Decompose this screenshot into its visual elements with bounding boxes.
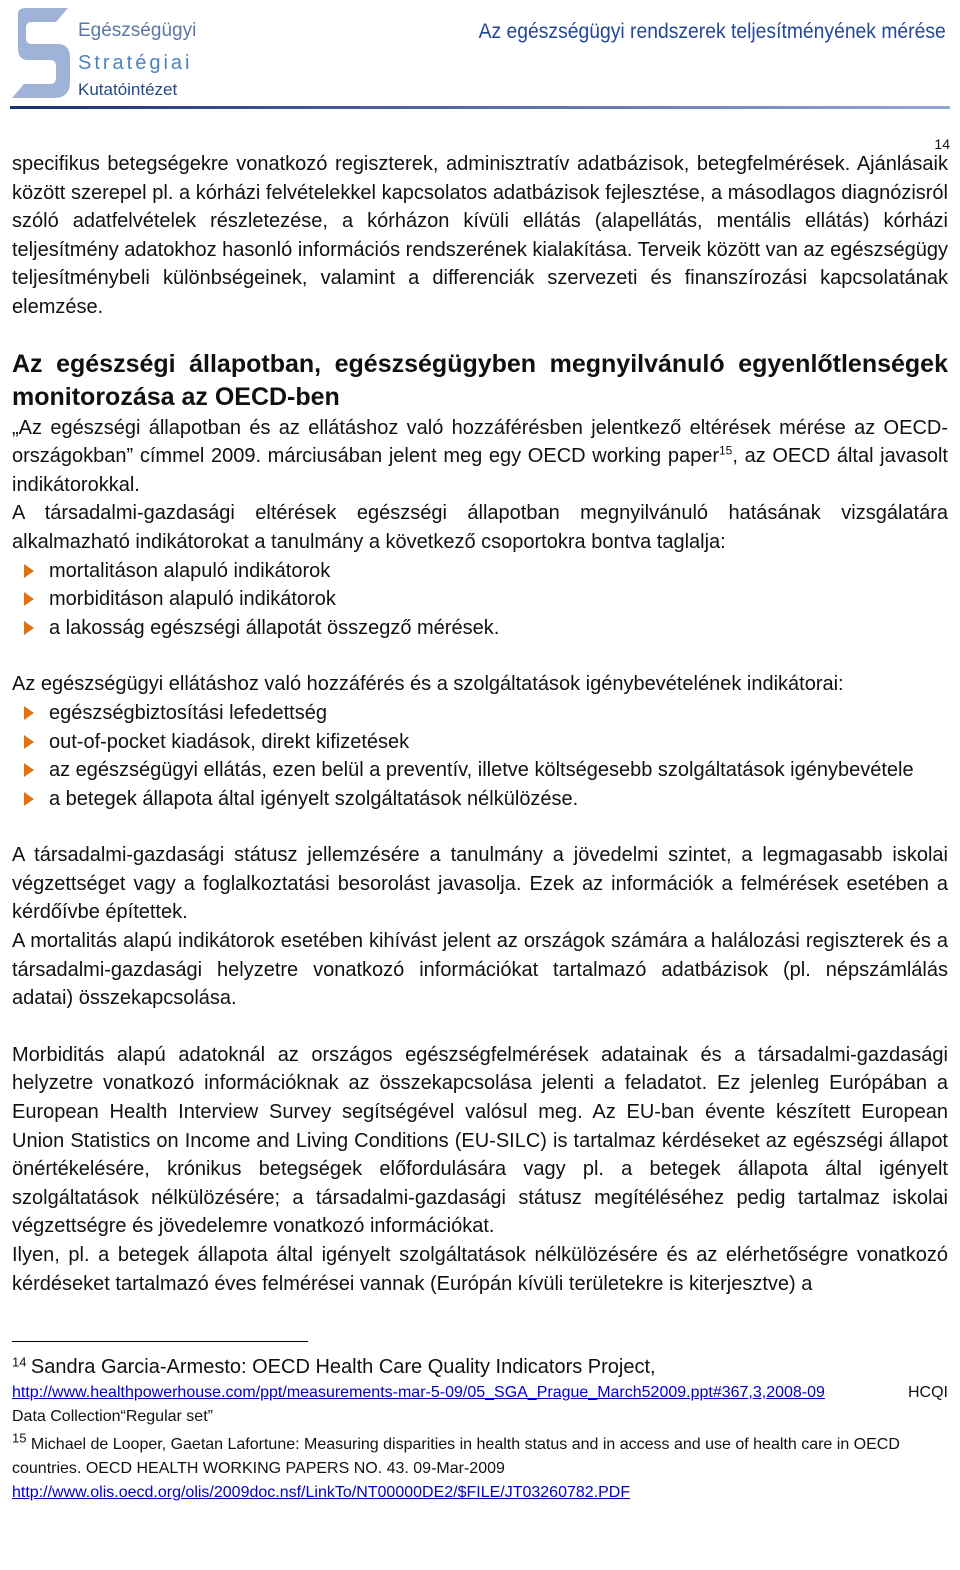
footnote-14-line-3: Data Collection“Regular set” (12, 1408, 213, 1425)
footnotes (12, 1355, 948, 1505)
bullet-triangle-icon (24, 706, 34, 720)
paragraph-7: Morbiditás alapú adatoknál az országos egészségfelmérések adatainak és a társadalmi-gazdasági helyzetre vonatkozó információknak az összekapcsolása jelenti a feladatot. Ez jelenleg Európában a European Health Interview Survey segítségével valósul meg. Az EU-ban évente készített European Union Statistics on Income and Living Conditions (EU-SILC) is tartalmaz kérdéseket az egészségi állapot önértékelésére, krónikus betegségek előfordulására vagy pl. a betegek állapota által igényelt szolgáltatások nélkülözésére; a társadalmi-gazdasági státusz megítéléséhez pedig tartalmaz iskolai végzettségre és jövedelemre vonatkozó információkat. (12, 1043, 948, 1238)
indicator-group-list (12, 557, 948, 643)
footnote-number: 14 (12, 1354, 27, 1370)
footnote-ref-15[interactable]: 15 (719, 443, 733, 458)
list-item (12, 785, 948, 814)
footnote-text: Sandra Garcia-Armesto: OECD Health Care Quality Indicators Project, (30, 1356, 656, 1378)
list-item-label: mortalitáson alapuló indikátorok (49, 559, 331, 582)
bullet-triangle-icon (24, 621, 34, 635)
main-content (12, 150, 948, 1298)
paragraph-2-text: „Az egészségi állapotban és az ellátáshoz való hozzáférésben jelentkező eltérések mérése az OECD-országokban” címmel 2009. márciusában jelent meg egy OECD working paper (12, 416, 948, 468)
footnote-15 (12, 1430, 948, 1481)
paragraph-8: Ilyen, pl. a betegek állapota által igényelt szolgáltatások nélkülözésére és az elérhetőségre vonatkozó kérdéseket tartalmazó éves felmérései vannak (Európán kívüli területekre is kiterjesztve) a (12, 1244, 948, 1295)
list-item (12, 699, 948, 728)
paragraph-2 (12, 414, 948, 500)
list-item-label: egészségbiztosítási lefedettség (49, 701, 327, 724)
logo-line-1: Egészségügyi (78, 20, 197, 41)
list-item-label: morbiditáson alapuló indikátorok (49, 588, 336, 611)
paragraph-2-tail: , az OECD által javasolt indikátorokkal. (12, 445, 948, 496)
footnote-link[interactable]: http://www.healthpowerhouse.com/ppt/measurements-mar-5-09/05_SGA_Prague_March52009.ppt#367,3,2008-09 (12, 1384, 825, 1401)
footnote-link[interactable]: http://www.olis.oecd.org/olis/2009doc.nsf/LinkTo/NT00000DE2/$FILE/JT03260782.PDF (12, 1484, 631, 1501)
list-item-label: out-of-pocket kiadások, direkt kifizetések (49, 730, 410, 753)
list-item-label: a lakosság egészségi állapotát összegző mérések. (49, 616, 500, 639)
list-item (12, 756, 948, 785)
footnote-tail: HCQI (908, 1384, 948, 1401)
paragraph-6: A mortalitás alapú indikátorok esetében kihívást jelent az országok számára a halálozási regiszterek és a társadalmi-gazdasági helyzetre vonatkozó információkat tartalmazó adatbázisok (pl. népszámlálás adatai) összekapcsolása. (12, 930, 948, 1010)
list-item (12, 585, 948, 614)
institute-logo (10, 8, 210, 100)
list-item-label: az egészségügyi ellátás, ezen belül a preventív, illetve költségesebb szolgáltatások igénybevétele (49, 759, 914, 782)
list-item (12, 557, 948, 586)
footnote-15-link-line (12, 1481, 948, 1505)
footnote-number: 15 (12, 1430, 27, 1446)
paragraph-4: Az egészségügyi ellátáshoz való hozzáférés és a szolgáltatások igénybevételének indikátorai: (12, 673, 844, 696)
footnote-14-link-line (12, 1381, 948, 1405)
logo-s-mark-icon (10, 8, 80, 100)
document-title: Az egészségügyi rendszerek teljesítményének mérése (478, 20, 946, 43)
header-divider (10, 106, 950, 109)
footnote-14 (12, 1355, 948, 1381)
paragraph-1: specifikus betegségekre vonatkozó regiszterek, adminisztratív adatbázisok, betegfelmérések. Ajánlásaik között szerepel pl. a kórházi felvételekkel kapcsolatos adatbázisok fejlesztése, a másodlagos diagnózisról szóló adatfelvételek részletezése, a kórházon kívüli ellátás (alapellátás, mentális ellátás) kórházi teljesítmény adatokhoz hasonló információs rendszerének kialakítása. Terveik között van az egészségügy teljesítménybeli különbségeinek, valamint a differenciák szervezeti és finanszírozási kapcsolatának elemzése. (12, 153, 948, 318)
page-number: 14 (934, 136, 950, 152)
paragraph-5: A társadalmi-gazdasági státusz jellemzésére a tanulmány a jövedelmi szintet, a legmagasabb iskolai végzettséget vagy a foglalkoztatási besorolást javasolja. Ezek az információk a felmérések esetében a kérdőívbe építettek. (12, 844, 948, 924)
bullet-triangle-icon (24, 592, 34, 606)
footnote-divider (12, 1341, 308, 1342)
paragraph-3: A társadalmi-gazdasági eltérések egészségi állapotban megnyilvánuló hatásának vizsgálatára alkalmazható indikátorokat a tanulmány a következő csoportokra bontva taglalja: (12, 502, 948, 553)
list-item (12, 728, 948, 757)
footnote-text: Michael de Looper, Gaetan Lafortune: Measuring disparities in health status and in access and use of health care in OECD countries. OECD HEALTH WORKING PAPERS NO. 43. 09-Mar-2009 (12, 1436, 900, 1477)
bullet-triangle-icon (24, 763, 34, 777)
logo-line-3: Kutatóintézet (78, 80, 178, 99)
section-heading: Az egészségi állapotban, egészségügyben megnyilvánuló egyenlőtlenségek monitorozása az OECD-ben (12, 349, 948, 411)
bullet-triangle-icon (24, 792, 34, 806)
bullet-triangle-icon (24, 735, 34, 749)
bullet-triangle-icon (24, 564, 34, 578)
logo-line-2: Stratégiai (78, 52, 193, 74)
list-item-label: a betegek állapota által igényelt szolgáltatások nélkülözése. (49, 787, 579, 810)
access-indicator-list (12, 699, 948, 813)
list-item (12, 614, 948, 643)
